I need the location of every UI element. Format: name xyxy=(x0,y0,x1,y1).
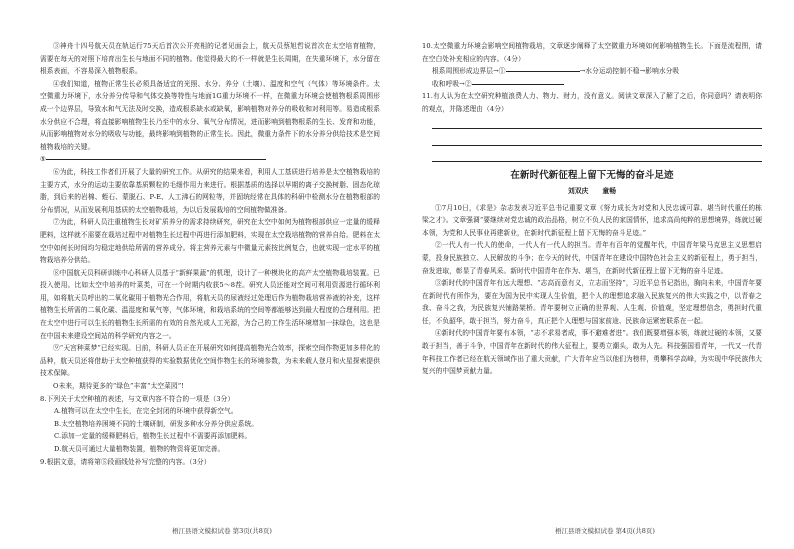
question-10-stem: 10.太空微重力环境会影响空间植物栽培，文章逐步阐释了太空微重力环境如何影响植物生长。下面是流程图，请在空白处补充相应的内容。（4分） xyxy=(422,42,762,63)
question-8-option-d[interactable]: D.航天员可通过大量植物装置，植物的物资将更加完善。 xyxy=(54,445,225,453)
paragraph-9: ⑨“天宫种菜梦”已经实现。日前，科研人员正在开展研究如何提高植物光合效率，探索空间作物更加多样化的品种，航天员还将借助于太空种植获得的实验数据优化空间作物生长的环境参数，为未来载人登月和火星探索提供技术保障。 xyxy=(40,344,380,378)
paragraph-8: ⑧中国航天员科研训练中心科研人员基于“新鲜果蔬”的机理，设计了一种模块化的高产太空植物栽培装置。已投入使用。比如太空中培养的叶菜类，可在一个时期内收获5～8茬。研究人员还能对空间可利用资源进行循环利用，如将航天员呼出的二氧化碳用于植物光合作用，将航天员的尿液经过处理后作为植物栽培营养液的补充，这样植物生长所需的二氧化碳、温湿度和氧气等，气体环境，和栽培系统的空间等都能够达到最大程度的合理利用。把在太空中进行可以生长的植物生长所需的有效的自然光或人工光源，为合己的工作生活环境增加一抹绿色，这也是在中国未来建设空间站的科学研究内容之一。 xyxy=(40,268,380,340)
paragraph-6: ⑥为此，科技工作者们开展了大量的研究工作。从研究的结果来看，利用人工基质进行培养是太空植物栽培的主要方式，水分的运动主要依靠基质颗粒的毛细作用力来进行。根据基质的选择以早期的离子交换树脂、固态化琼脂，到后来的岩棉、蛭石、蒙脱石、P-E、人工沸石的网粒等，并固统经常在具体的科研中检测水分在植物根部的分布情况，从而发展利用基质的太空植物栽培，为以后发展栽培的空间植物做准备。 xyxy=(40,167,380,214)
article-author: 刘双庆 童畅 xyxy=(567,186,617,195)
question-11-stem: 11.有人认为在太空研究种植浪费人力、物力、财力，没有意义。阅读文章深入了解了之后，你同意吗？请表明你的观点，并陈述理由（4分） xyxy=(422,92,762,113)
article-title: 在新时代新征程上留下无悔的奋斗足迹 xyxy=(510,170,674,182)
paragraph-5-blank: ⑤ xyxy=(40,153,380,166)
flow-start: 根系周围形成边界层→① xyxy=(432,67,506,76)
answer-line-2[interactable] xyxy=(432,132,762,146)
question-8-option-c[interactable]: C.添加一定量的缓释肥料后，植物生长过程中不需要再添加肥料。 xyxy=(54,432,252,441)
question-10-flowchart-line2 xyxy=(432,78,762,91)
article-paragraph-2: ②一代人有一代人的使命，一代人有一代人的担当。青年有百年的觉醒年代，中国青年梁马克思主义思想启蒙，投身民族独立、人民解放的斗争；在今天的时代，中国青年在建设中国特色社会主义的新征程上，勇于担当，奋发进取，彰显了青春风采。新时代中国青年在作为、堪当，在新时代新征程上留下无悔的奋斗足迹。 xyxy=(422,241,762,275)
article-paragraph-1: ①7月10日，《求是》杂志发表习近平总书记重要文章《努力成长为对党和人民忠诚可靠、堪当时代重任的栋梁之才》。文章强调“要继续对党忠诚的政治品格，树立不负人民的家国情怀，追求高尚纯粹的思想境界，练就过硬本领，为党和人民事业再建新业，在新时代新征程上留下无悔的奋斗足迹。” xyxy=(422,203,762,237)
flow-middle: →水分运动控制不稳→影响水分吸 xyxy=(579,67,680,76)
flow-blank-2[interactable] xyxy=(472,84,564,85)
right-page-column xyxy=(422,40,762,378)
article-paragraph-4: ④新时代的中国青年要有本领，“志不求易者成，事不避难者进”。我们既要增强本领，练就过硬的本领，又要敢于担当，善于斗争，中国青年在新时代的伟大征程上，要勇立潮头，敢为人先。科技强国看青年，一代又一代青年科技工作者已经在航天领域作出了重大贡献，广大青年应当以他们为榜样，勇攀科学高峰，为实现中华民族伟大复兴的中国梦贡献力量。 xyxy=(422,329,762,376)
question-8-option-b[interactable]: B.太空植物培养困境不同的土壤研制，研发多种水分养分供应系统。 xyxy=(54,419,259,428)
question-10-flowchart xyxy=(432,65,762,78)
left-page-column xyxy=(40,40,380,468)
page-footer-right: 梧江县语文模拟试卷 第4页(共8页) xyxy=(555,527,655,535)
fill-blank-line[interactable] xyxy=(46,159,266,160)
paragraph-4: ④我们知道，植物正常生长必须具备适宜的光照、水分、养分（土壤）、温度和空气（气体）等环境条件。太空微重力环境下，水分养分传导和气体交换等特性与地面1G重力环境不一样，在微重力环境会使植物根系周围形成一个边界层，导致水和气无法及时交换，造成根系缺水或缺氧，影响植物对养分的吸收和对利用等。易造成根系水分供应不合理，将直接影响植物生长乃至中的水分、氧气分布情况，进而影响到植物根系的生长、发育和功能，从而影响植物对水分的吸收与功能，最终影响到植物的正常生长。因此，微重力条件下的水分养分供给技术是空间植物栽培的关键。 xyxy=(40,79,380,151)
answer-line-1[interactable] xyxy=(432,116,762,130)
paragraph-7: ⑦为此，科研人员注重植物生长对矿质养分的需求持续研究，研究在太空中如何为植物根部供应一定量的缓释肥料，这样就不需要在栽培过程中对植物生长过程中再进行添加肥料，实现在太空栽培植物的营养自给。肥料在太空中如何长时间均匀稳定地供给所需的营养成分。将主营养元素与中微量元素按比例复合，也就实现一定水平的植物栽培养分供给。 xyxy=(40,218,380,265)
question-8-stem: 8.下列关于太空种植的表述，与文章内容不符合的一项是（3分） xyxy=(40,394,235,403)
answer-line-3[interactable] xyxy=(432,149,762,163)
flow-end: 收和呼吸→② xyxy=(432,79,472,88)
question-9-stem: 9.根据文意，请将第⑤段画线处补写完整的内容。（3分） xyxy=(40,457,211,466)
question-8-option-a[interactable]: A.植物可以在太空中生长，在完全封闭的环境中获得新空气。 xyxy=(54,407,238,416)
paragraph-3: ③神舟十四号航天员在轨运行75天后首次公开亮相的记者见面会上，航天员蔡旭哲说首次在太空培育植物，需要在每天的对照下培育出生长与地面不同的植物。他觉得最大的不一样就是生长周期，在失重环境下，水分留在根系表面，不容易深入植物根系。 xyxy=(40,42,380,76)
article-paragraph-3: ③新时代的中国青年有远大理想、“志高而意有义，立志而坚持”，习近平总书记指出，胸向未来，中国青年要在新时代有所作为，要在为国为民中实现人生价值，把个人的理想追求融入民族复兴的伟大实践之中，以青春之我、奋斗之我，为民族复兴铺路架桥。青年要树立正确的世界观、人生观、价值观，坚定理想信念，勇担时代重任，不负韶华，敢于担当，努力奋斗，真正把个人理想与国家前途、民族命运紧密联系在一起。 xyxy=(422,279,762,325)
page-footer-left: 梧江县语文模拟试卷 第3页(共8页) xyxy=(172,527,272,535)
flow-blank-1[interactable] xyxy=(506,71,580,72)
paragraph-10: O未来，期待更多的“绿色”丰富“太空菜园”! xyxy=(53,382,185,391)
